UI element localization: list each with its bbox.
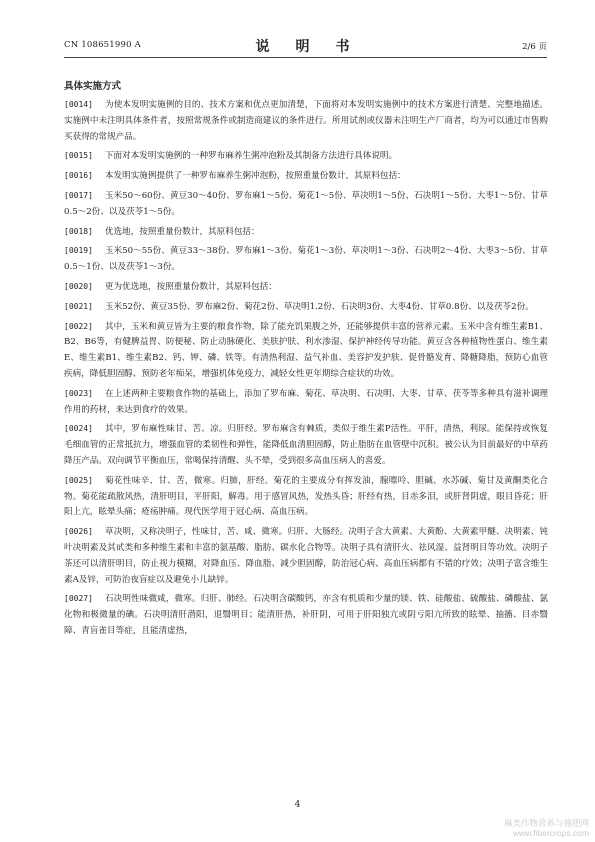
section-title: 具体实施方式 — [64, 81, 122, 92]
paragraph — [64, 243, 548, 276]
paragraph-number: [0026] — [64, 527, 93, 537]
paragraph — [64, 421, 548, 469]
paragraph-number: [0016] — [64, 171, 93, 181]
page-count: 2/6 页 — [522, 42, 547, 52]
header-divider — [64, 57, 547, 58]
paragraph-number: [0015] — [64, 151, 93, 161]
paragraph-text: 为使本发明实施例的目的、技术方案和优点更加清楚，下面将对本发明实施例中的技术方案进行清楚、完整地描述。实施例中未注明具体条件者，按照常规条件或制造商建议的条件进行。所用试剂或仪器未注明生产厂商者，均为可以通过市售购买获得的常规产品。 — [64, 100, 548, 142]
paragraph-number: [0025] — [64, 475, 93, 485]
paragraph — [64, 148, 548, 165]
paragraph — [64, 224, 548, 241]
paragraph-text: 下面对本发明实施例的一种罗布麻养生粥冲泡粉及其制备方法进行具体说明。 — [104, 151, 398, 162]
paragraph — [64, 591, 548, 639]
paragraph — [64, 279, 548, 296]
paragraph — [64, 386, 548, 419]
paragraph-text: 优选地，按照重量份数计，其原料包括： — [104, 226, 260, 237]
paragraph-text: 在上述两种主要粮食作物的基础上，添加了罗布麻、菊花、草决明、石决明、大枣、甘草、茯苓等多种具有滋补调理作用的药材，来达到食疗的效果。 — [64, 388, 548, 415]
paragraph-number: [0024] — [64, 424, 93, 434]
page-header — [64, 36, 547, 58]
paragraph — [64, 524, 548, 588]
paragraph-number: [0023] — [64, 388, 93, 398]
paragraph-text: 更为优选地，按照重量份数计，其原料包括： — [104, 281, 277, 292]
paragraph — [64, 473, 548, 521]
paragraph — [64, 97, 548, 145]
paragraph-text: 其中，罗布麻性味甘、苦、凉。归肝经。罗布麻含有棘质，类似于维生素P活性。平肝，清热，利尿。能保持或恢复毛细血管的正常抵抗力，增强血管的柔韧性和弹性，能降低血清胆固醇，防止脂肪在血管壁中沉积。被公认为目前最好的中草药降压产品。双向调节平衡血压，常喝保持清醒、头不晕，受到很多高血压病人的喜爱。 — [64, 424, 548, 466]
patent-number: CN 108651990 A — [64, 40, 141, 50]
paragraph-number: [0020] — [64, 281, 93, 291]
paragraph-text: 石决明性味微咸，微寒。归肝、肺经。石决明含碳酸钙，亦含有机质和少量的镁、铁、硅酸盐、硫酸盐、磷酸盐、氯化物和极微量的碘。石决明清肝潜阳，退翳明目；能清肝热，补肝阴，可用于肝阳独亢或阴亏阳亢所致的眩晕、抽搐、目赤翳障、青盲雀目等症，且能清虚热， — [64, 594, 548, 636]
paragraph-list — [64, 97, 548, 640]
paragraph-number: [0021] — [64, 301, 93, 311]
paragraph-number: [0019] — [64, 246, 93, 256]
watermark — [504, 818, 589, 838]
paragraph-number: [0014] — [64, 100, 93, 109]
paragraph — [64, 319, 548, 383]
watermark-line2: www.fibercrops.com — [512, 828, 589, 838]
paragraph-text: 本发明实施例提供了一种罗布麻养生粥冲泡粉，按照重量份数计，其原料包括： — [104, 171, 406, 182]
paragraph-number: [0022] — [64, 321, 93, 331]
paragraph — [64, 299, 548, 316]
paragraph-number: [0018] — [64, 226, 93, 236]
paragraph-text: 菊花性味辛、甘、苦，微寒。归肺，肝经。菊花的主要成分有挥发油，腺嘌呤、胆碱、水苏碱、菊甘及黄酮类化合物。菊花能疏散风热，清肝明目，平肝阳，解毒。用于感冒风热，发热头昏；肝经有热，目赤多泪，或肝肾阴虚，眼目昏花；肝阳上亢，眩晕头痛；疮疡肿痛。现代医学用于冠心病、高血压病。 — [64, 475, 548, 518]
paragraph-text: 玉米50～60份、黄豆30～40份、罗布麻1～5份、菊花1～5份、草决明1～5份、石决明1～5份、大枣1～5份、甘草0.5～2份、以及茯苓1～5份。 — [64, 190, 548, 217]
paragraph-number: [0017] — [64, 190, 93, 200]
paragraph-text: 草决明，又称决明子，性味甘，苦、咸、微寒。归肝、大肠经。决明子含大黄素、大黄酚、大黄素甲醚、决明素、钝叶决明素及其甙类和多种维生素和丰富的氨基酸、脂肪、碳水化合物等。决明子具有清肝火、祛风湿、益肾明目等功效。决明子茶还可以清肝明目，防止视力模糊，对降血压、降血脂、减少胆固醇，防治冠心病、高血压病都有不错的疗效；决明子富含维生素A及锌，可防治夜盲症以及避免小儿缺锌。 — [64, 527, 548, 585]
paragraph — [64, 188, 548, 221]
document-title: 说 明 书 — [255, 39, 356, 55]
document-body — [64, 78, 548, 643]
paragraph-text: 玉米52份、黄豆35份、罗布麻2份、菊花2份、草决明1.2份、石决明3份、大枣4份、甘草0.8份、以及茯苓2份。 — [104, 301, 534, 312]
paragraph-text: 其中，玉米和黄豆皆为主要的粮食作物，除了能充饥果腹之外，还能够提供丰富的营养元素。玉米中含有维生素B1、B2、B6等，有健脾益胃、防便秘、防止动脉硬化、美肤护肤、利水渗湿、保护神经传导功能。黄豆含各种植物性蛋白、维生素E、维生素B1、维生素B2、钙、钾、磷、铁等。有清热利湿、益气补血、美容护发护肤、促骨骼发育、降糖降脂，预防心血管疾病，降低胆固醇、预防老年痴呆，增强机体免疫力，减轻女性更年期综合症状的功效。 — [64, 321, 548, 379]
paragraph-number: [0027] — [64, 594, 93, 604]
paragraph — [64, 168, 548, 185]
watermark-line1: 麻类作物营养与施肥网 — [503, 818, 589, 828]
page-number: 4 — [294, 800, 301, 810]
paragraph-text: 玉米50～55份、黄豆33～38份、罗布麻1～3份、菊花1～3份、草决明1～3份、石决明2～4份、大枣3～5份、甘草0.5～1份、以及茯苓1～3份。 — [64, 246, 548, 273]
